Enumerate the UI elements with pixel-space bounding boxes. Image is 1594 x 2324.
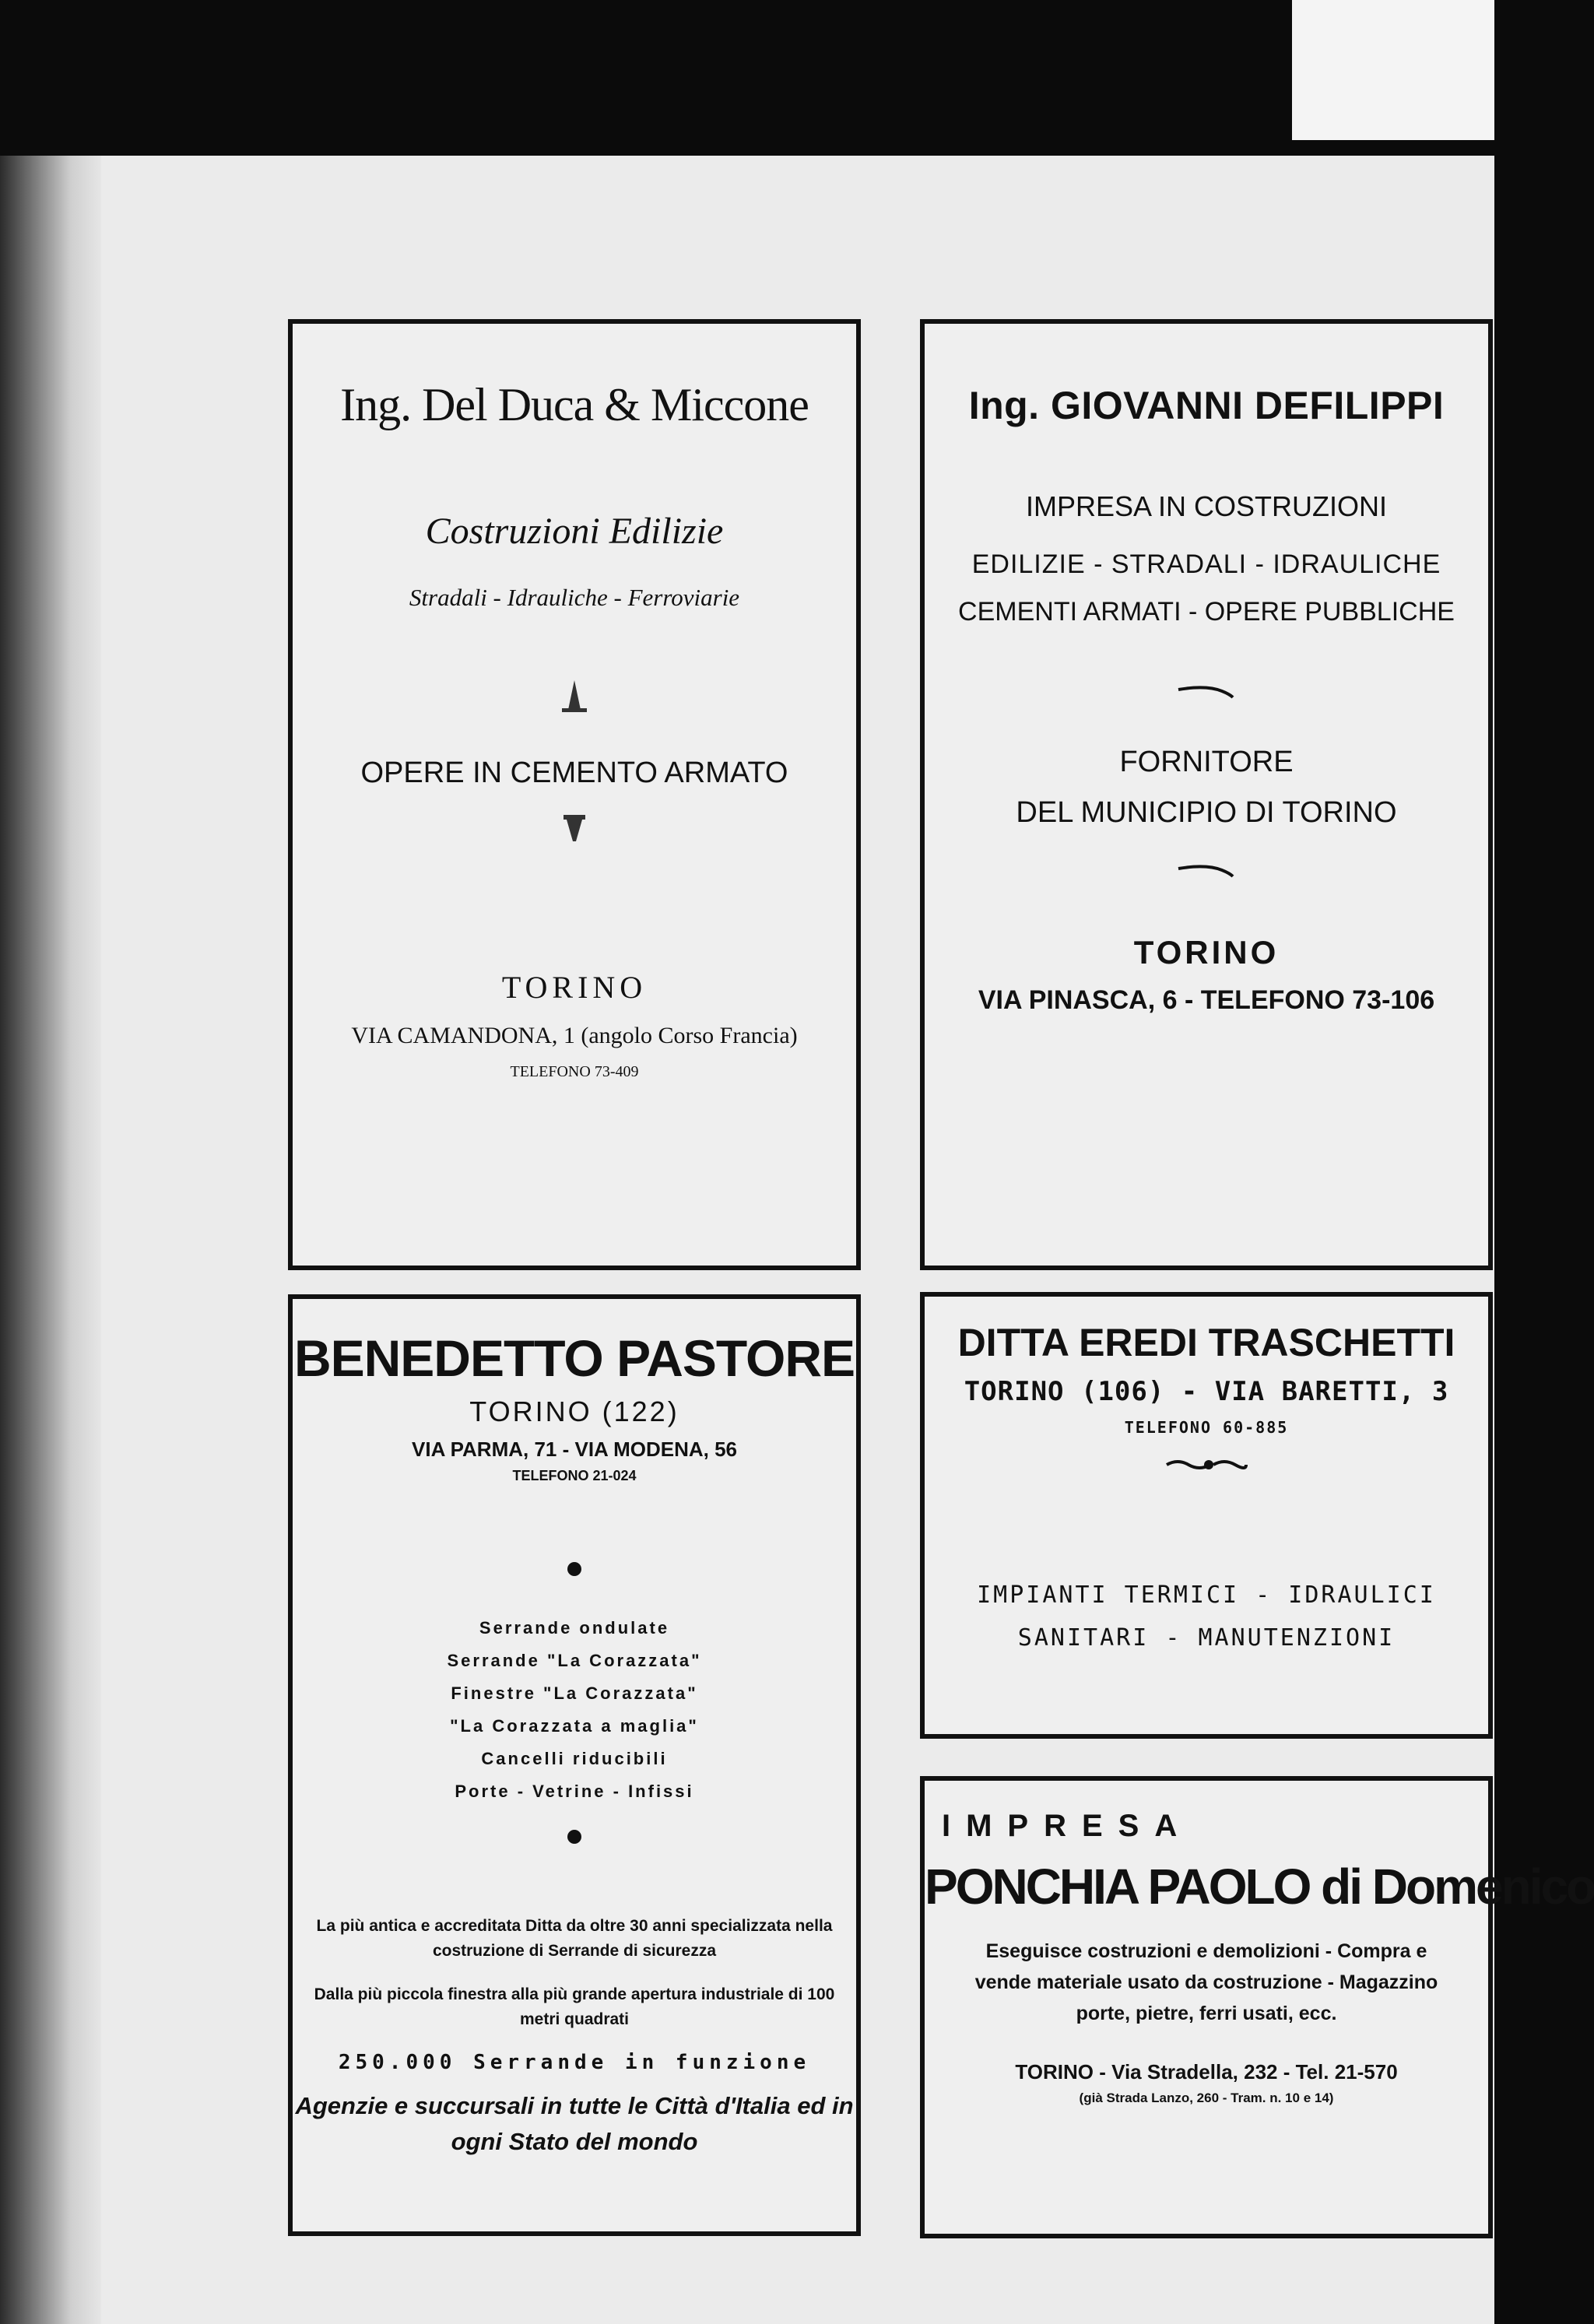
ad-title: PONCHIA PAOLO di Domenico (925, 1859, 1594, 1915)
ad-address: VIA PINASCA, 6 - TELEFONO 73-106 (978, 985, 1435, 1015)
ad-footer: Agenzie e succursali in tutte le Città d'Italia ed in ogni Stato del mondo (295, 2092, 854, 2155)
ad-line-cementi: CEMENTI ARMATI - OPERE PUBBLICHE (958, 597, 1455, 627)
pillar-ornament-icon (562, 813, 587, 844)
ad-title: BENEDETTO PASTORE (293, 1329, 855, 1387)
ad-phone: TELEFONO 21-024 (512, 1468, 637, 1483)
ad-description: Eseguisce costruzioni e demolizioni - Compra e vende materiale usato da costruzione - Magazzino porte, pietre, ferri usati, ecc. (974, 1940, 1438, 2024)
corner-strip (1292, 0, 1494, 140)
product-item: Finestre "La Corazzata" (451, 1683, 698, 1703)
advertisement-ponchia-paolo (920, 1776, 1594, 2238)
ad-city: TORINO (1133, 934, 1280, 971)
bullet-dot-icon (567, 1830, 581, 1844)
ad-phone: TELEFONO 73-409 (510, 1063, 639, 1080)
advertisement-eredi-traschetti (920, 1292, 1493, 1739)
advertisement-del-duca-miccone (288, 319, 861, 1270)
ad-history-text: La più antica e accreditata Ditta da oltre 30 anni specializzata nella costruzione di Serrande di sicurezza (316, 1917, 833, 1960)
ad-address: TORINO (106) - VIA BARETTI, 3 (964, 1376, 1449, 1407)
swash-divider-icon (1175, 861, 1238, 879)
product-item: Porte - Vetrine - Infissi (455, 1782, 694, 1801)
ad-title: Ing. Del Duca & Miccone (340, 379, 809, 430)
ad-line-edilizie: EDILIZIE - STRADALI - IDRAULICHE (971, 549, 1441, 579)
ad-subtitle: Costruzioni Edilizie (425, 511, 724, 552)
ad-label: IMPRESA (942, 1809, 1193, 1843)
ad-note: (già Strada Lanzo, 260 - Tram. n. 10 e 14) (1079, 2091, 1334, 2105)
product-item: "La Corazzata a maglia" (450, 1716, 699, 1736)
ad-address: VIA CAMANDONA, 1 (angolo Corso Francia) (351, 1023, 798, 1048)
ad-range-text: Dalla più piccola finestra alla più grande apertura industriale di 100 metri quadrati (314, 1985, 835, 2028)
page-gutter-shadow (0, 156, 101, 2324)
ad-phone: TELEFONO 60-885 (1124, 1418, 1289, 1437)
ad-line-impresa: IMPRESA IN COSTRUZIONI (1025, 490, 1388, 522)
ad-services-line2: SANITARI - MANUTENZIONI (1017, 1624, 1396, 1652)
ad-city: TORINO (501, 970, 648, 1005)
swash-divider-icon (1175, 682, 1238, 700)
bullet-dot-icon (567, 1562, 581, 1576)
ad-city: TORINO (122) (469, 1395, 679, 1427)
product-item: Serrande "La Corazzata" (447, 1651, 702, 1670)
wave-divider-icon (1164, 1455, 1249, 1473)
building-ornament-icon (559, 679, 590, 713)
ad-line-fornitore: FORNITORE (1119, 746, 1294, 778)
product-item: Serrande ondulate (479, 1618, 670, 1638)
ad-title: Ing. GIOVANNI DEFILIPPI (968, 384, 1445, 427)
ad-title: DITTA EREDI TRASCHETTI (957, 1321, 1455, 1364)
ad-address: TORINO - Via Stradella, 232 - Tel. 21-570 (1015, 2060, 1398, 2084)
ad-address: VIA PARMA, 71 - VIA MODENA, 56 (412, 1438, 737, 1461)
ad-specialties: Stradali - Idrauliche - Ferroviarie (409, 584, 740, 611)
ad-services-line1: IMPIANTI TERMICI - IDRAULICI (977, 1582, 1436, 1609)
ad-count-line: 250.000 Serrande in funzione (338, 2051, 811, 2074)
advertisement-defilippi (920, 319, 1493, 1270)
product-item: Cancelli riducibili (481, 1749, 668, 1768)
ad-section: OPERE IN CEMENTO ARMATO (360, 757, 788, 789)
advertisement-benedetto-pastore (288, 1294, 861, 2236)
ad-line-municipio: DEL MUNICIPIO DI TORINO (1016, 796, 1397, 829)
product-list (293, 1612, 856, 1808)
